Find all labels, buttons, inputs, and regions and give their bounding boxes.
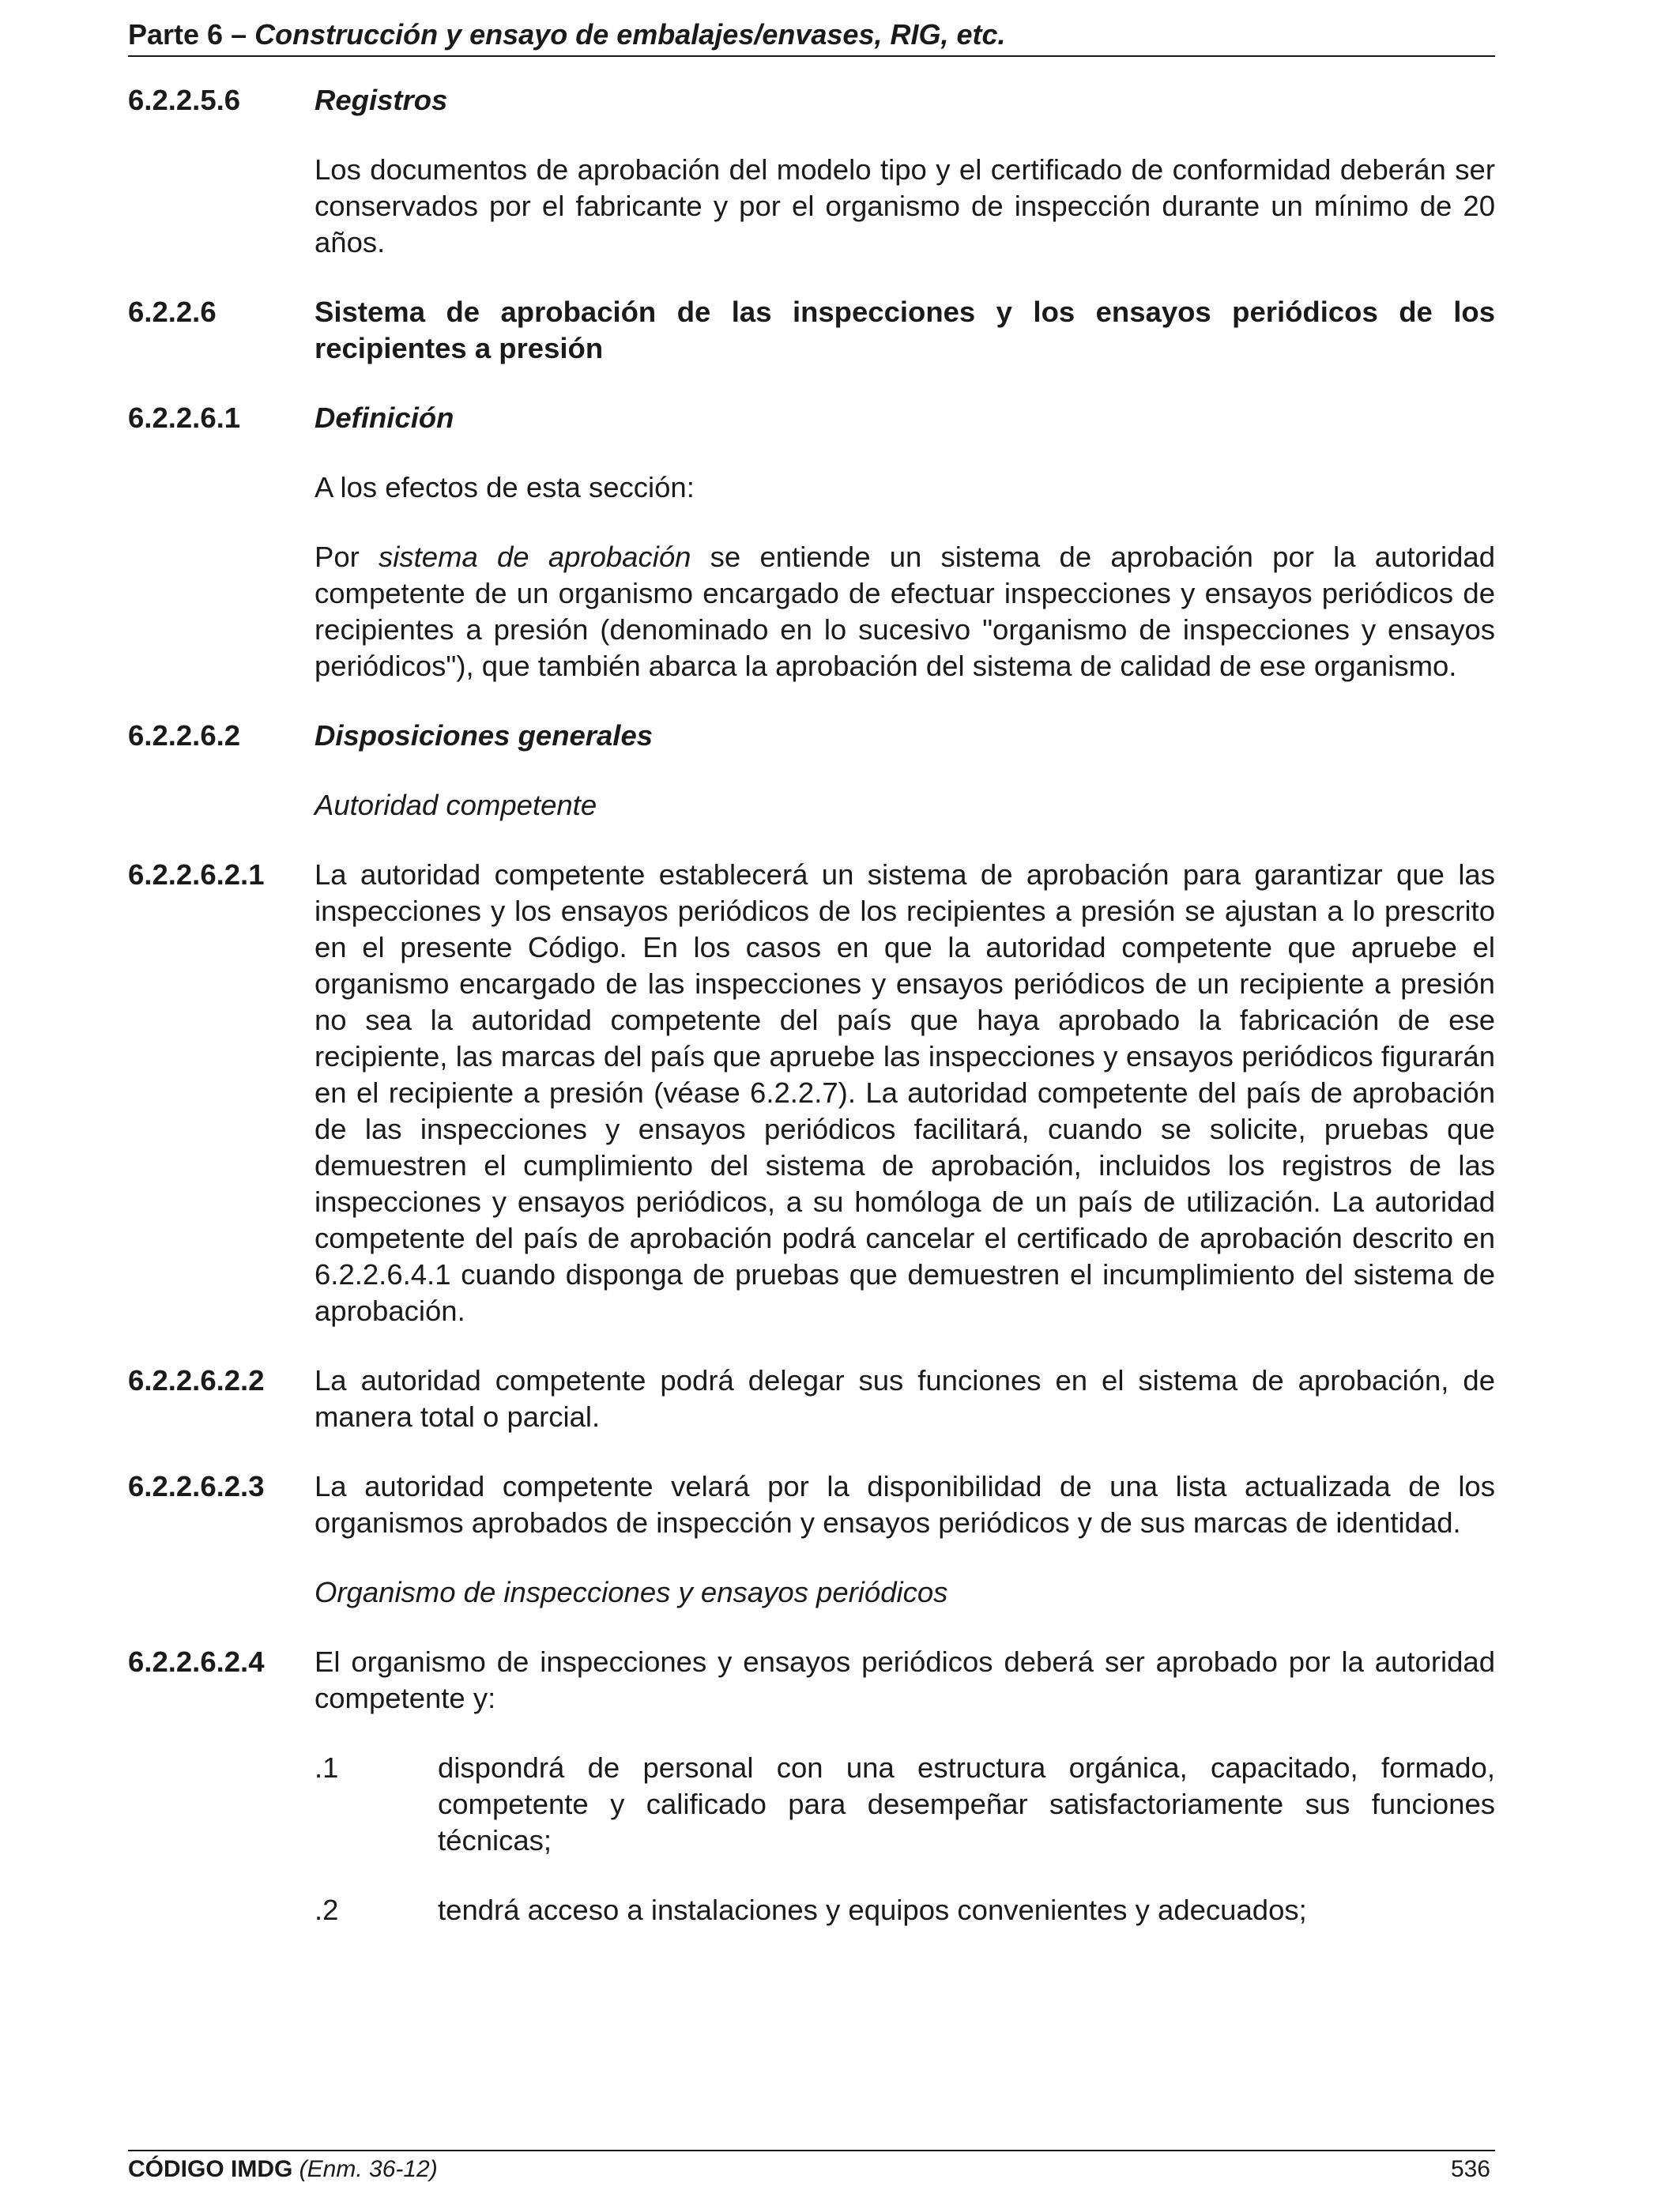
section-6-2-2-6-2-3 — [128, 1468, 1495, 1541]
definition-term: sistema de aprobación — [379, 541, 691, 573]
section-number: 6.2.2.6.2.3 — [128, 1470, 265, 1502]
section-6-2-2-6-1 — [128, 400, 1495, 436]
section-number: 6.2.2.6 — [128, 296, 217, 328]
paragraph-text: Los documentos de aprobación del modelo tipo y el certificado de conformidad deberán ser conservados por el fabricante y por el organismo de inspección durante un mínimo de 20 años. — [315, 153, 1495, 258]
section-number: 6.2.2.6.2.4 — [128, 1646, 265, 1678]
list-item — [128, 1750, 1495, 1859]
list-item-text: dispondrá de personal con una estructura orgánica, capacitado, formado, competente y calificado para desempeñar satisfactoriamente sus funciones técnicas; — [438, 1751, 1495, 1857]
subheading-organismo — [128, 1574, 1495, 1611]
paragraph-text: La autoridad competente podrá delegar sus funciones en el sistema de aprobación, de manera total o parcial. — [315, 1364, 1495, 1433]
paragraph-text: El organismo de inspecciones y ensayos periódicos deberá ser aprobado por la autoridad competente y: — [315, 1646, 1495, 1714]
section-number: 6.2.2.6.1 — [128, 401, 241, 434]
subheading-text: Organismo de inspecciones y ensayos periódicos — [315, 1576, 948, 1608]
paragraph-text — [315, 539, 1495, 684]
section-title: Definición — [315, 401, 454, 434]
footer-code: CÓDIGO IMDG — [128, 2156, 299, 2182]
section-number: 6.2.2.6.2 — [128, 719, 241, 752]
paragraph-text: A los efectos de esta sección: — [315, 471, 695, 503]
section-6-2-2-6-2-2 — [128, 1363, 1495, 1435]
header-title: Construcción y ensayo de embalajes/envases, RIG, etc. — [254, 18, 1006, 51]
subheading-text: Autoridad competente — [315, 789, 597, 821]
section-number: 6.2.2.5.6 — [128, 84, 241, 116]
section-title: Registros — [315, 84, 448, 116]
section-6-2-2-6-2 — [128, 718, 1495, 754]
section-title: Sistema de aprobación de las inspecciones y los ensayos periódicos de los recipientes a presión — [315, 296, 1495, 364]
list-item — [128, 1892, 1495, 1928]
definition-body: se entiende un sistema de aprobación por la autoridad competente de un organismo encargado de efectuar inspecciones y ensayos periódicos de recipientes a presión (denominado en lo sucesivo "organismo de inspecciones y ensayos periódicos"), que también abarca la aprobación del sistema de calidad de ese organismo. — [315, 541, 1495, 682]
section-6-2-2-6-2-4 — [128, 1644, 1495, 1717]
definition-prefix: Por — [315, 541, 379, 573]
footer-left — [128, 2151, 438, 2188]
page-number: 536 — [1450, 2156, 1490, 2182]
section-title: Disposiciones generales — [315, 719, 654, 752]
footer-edition: (Enm. 36-12) — [299, 2156, 438, 2182]
running-header — [128, 14, 1495, 57]
paragraph-intro — [128, 469, 1495, 506]
paragraph-text: La autoridad competente establecerá un sistema de aprobación para garantizar que las inspecciones y los ensayos periódicos de los recipientes a presión se ajustan a lo prescrito en el presente Código. En los casos en que la autoridad competente que apruebe el organismo encargado de las inspecciones y ensayos periódicos de un recipiente a presión no sea la autoridad competente del país que haya aprobado la fabricación de ese recipiente, las marcas del país que apruebe las inspecciones y ensayos periódicos figurarán en el recipiente a presión (véase 6.2.2.7). La autoridad competente del país de aprobación de las inspecciones y ensayos periódicos facilitará, cuando se solicite, pruebas que demuestren el cumplimiento del sistema de aprobación, incluidos los registros de las inspecciones y ensayos periódicos, a su homóloga de un país de utilización. La autoridad competente del país de aprobación podrá cancelar el certificado de aprobación descrito en 6.2.2.6.4.1 cuando disponga de pruebas que demuestren el incumplimiento del sistema de aprobación. — [315, 858, 1495, 1327]
paragraph-text: La autoridad competente velará por la disponibilidad de una lista actualizada de los organismos aprobados de inspección y ensayos periódicos y de sus marcas de identidad. — [315, 1470, 1495, 1539]
section-6-2-2-5-6 — [128, 82, 1495, 119]
section-number: 6.2.2.6.2.2 — [128, 1364, 265, 1397]
paragraph-definition — [128, 539, 1495, 684]
list-item-number: .1 — [315, 1751, 339, 1784]
section-6-2-2-6 — [128, 294, 1495, 367]
section-number: 6.2.2.6.2.1 — [128, 858, 265, 891]
list-item-number: .2 — [315, 1894, 339, 1926]
paragraph-registros — [128, 152, 1495, 261]
header-part: Parte 6 – — [128, 18, 255, 51]
subheading-autoridad — [128, 787, 1495, 824]
page-footer — [128, 2150, 1495, 2188]
list-item-text: tendrá acceso a instalaciones y equipos convenientes y adecuados; — [438, 1894, 1307, 1926]
section-6-2-2-6-2-1 — [128, 857, 1495, 1329]
document-body — [128, 82, 1495, 1928]
